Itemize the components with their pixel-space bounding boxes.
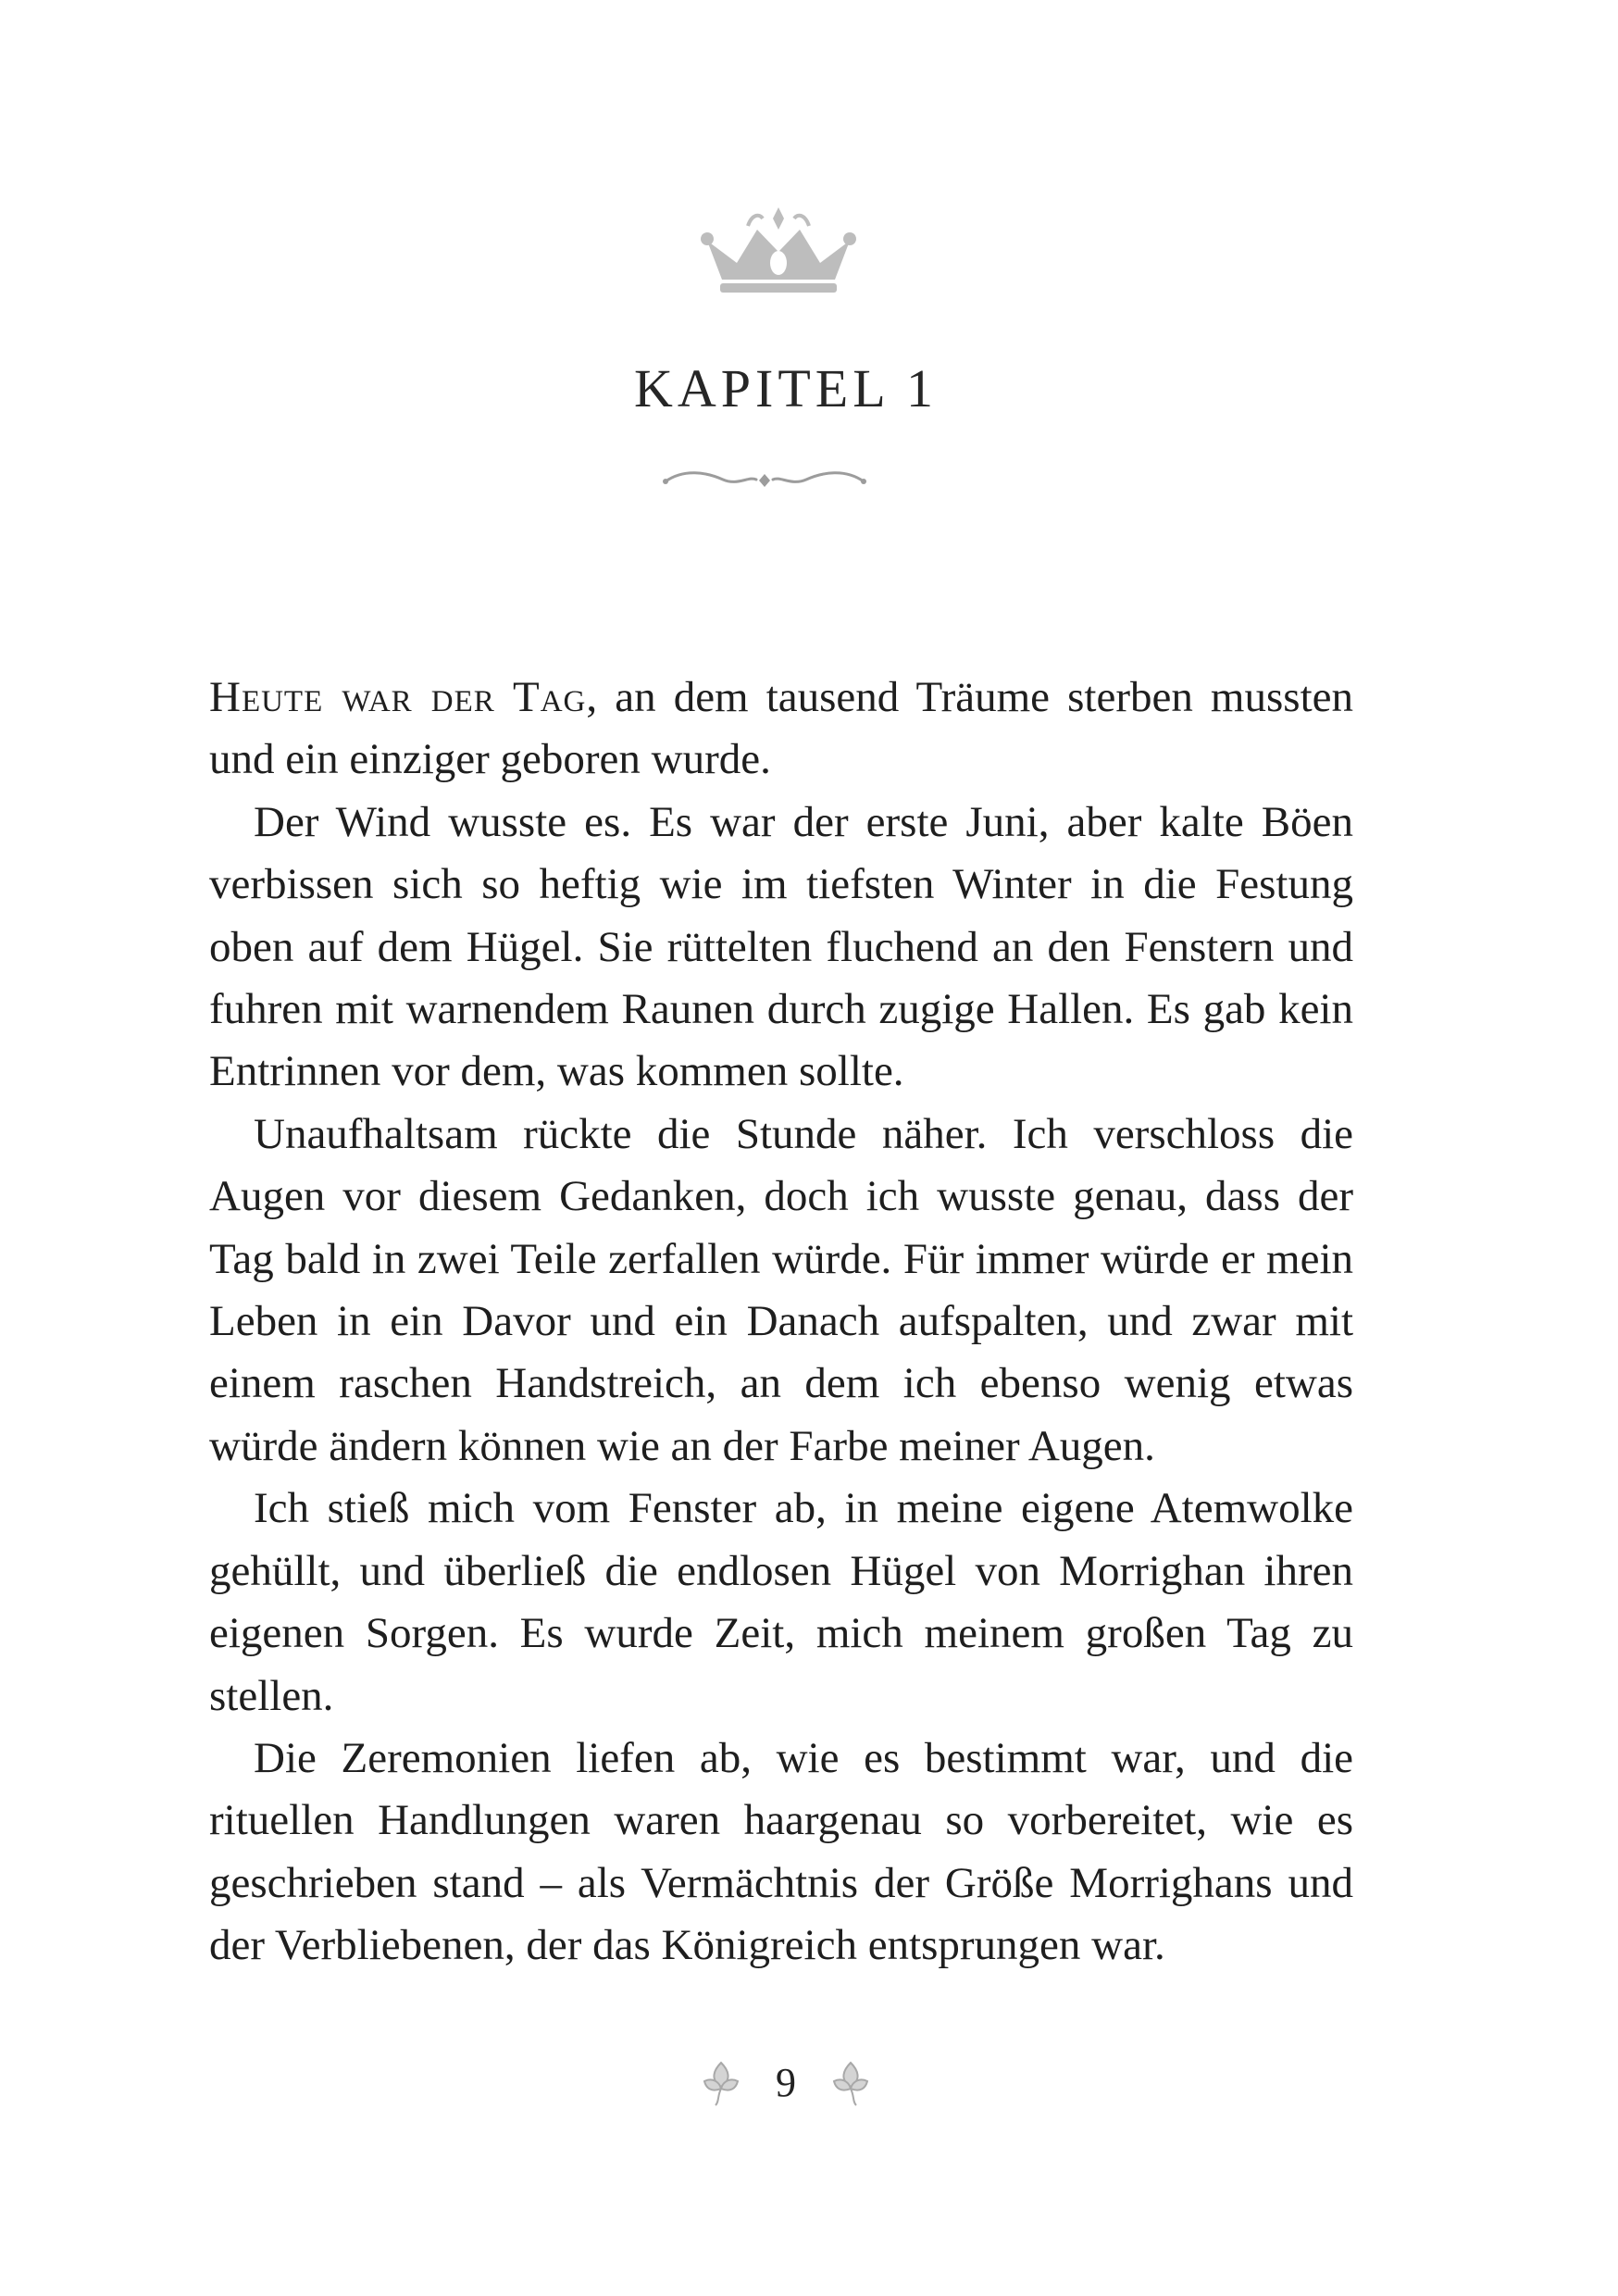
page-number: 9 <box>776 2060 796 2105</box>
paragraph-5: Die Zeremonien liefen ab, wie es bestimmt war, und die rituellen Handlungen waren haargenau so vorbereitet, wie es geschrieben stand – als Vermächtnis der Größe Morrighans und der Verbliebenen, der das Königreich entsprungen war. <box>209 1733 1353 1970</box>
flourish-divider-icon <box>662 467 867 494</box>
page-footer <box>0 2046 1572 2120</box>
paragraph-4: Ich stieß mich vom Fenster ab, in meine eigene Atemwolke gehüllt, und überließ die endlosen Hügel von Morrighan ihren eigenen Sorgen. Es wurde Zeit, mich meinem großen Tag zu stellen. <box>209 1484 1353 1720</box>
paragraph-1-text: , an dem tausend Träume sterben mussten und ein einziger geboren wurde. <box>209 673 1353 784</box>
chapter-title: KAPITEL 1 <box>634 358 938 418</box>
leaf-ornament-icon <box>699 2057 743 2109</box>
paragraph-3: Unaufhaltsam rückte die Stunde näher. Ich verschloss die Augen vor diesem Gedanken, doch ich wusste genau, dass der Tag bald in zwei Teile zerfallen würde. Für immer würde er mein Leben in ein Davor und ein Danach aufspalten, und zwar mit einem raschen Handstreich, an dem ich ebenso wenig etwas würde ändern können wie an der Farbe meiner Augen. <box>209 1109 1353 1470</box>
crown-icon <box>700 206 857 302</box>
body-text <box>209 667 1353 1978</box>
paragraph-1 <box>209 667 1353 792</box>
opening-smallcaps: Heute war der Tag <box>209 673 587 721</box>
paragraph-2: Der Wind wusste es. Es war der erste Juni, aber kalte Böen verbissen sich so heftig wie im tiefsten Winter in die Festung oben auf dem Hügel. Sie rüttelten fluchend an den Fenstern und fuhren mit warnendem Raunen durch zugige Hallen. Es gab kein Entrinnen vor dem, was kommen sollte. <box>209 797 1353 1096</box>
leaf-ornament-icon <box>828 2057 873 2109</box>
